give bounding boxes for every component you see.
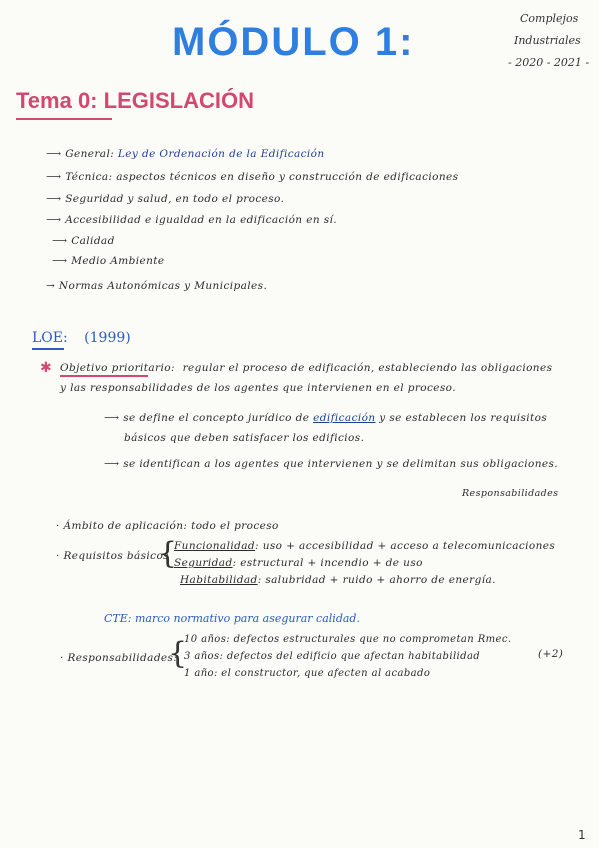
objective-underline [60, 375, 148, 377]
list-item-label: Técnica: [65, 171, 113, 183]
requisito-key: Funcionalidad [174, 540, 256, 552]
corner-line-1: Complejos [520, 12, 579, 25]
responsabilidades-note-plus2: (+2) [538, 648, 564, 660]
arrow-icon: ⟶ [46, 171, 62, 183]
requisito-value: : estructural + incendio + de uso [232, 557, 423, 569]
arrow-icon: ⟶ [52, 235, 68, 247]
sub-item-2: ⟶ se identifican a los agentes que intervienen y se delimitan sus obligaciones. [104, 458, 558, 470]
requisito-seguridad [174, 557, 423, 569]
loe-title: LOE: [32, 330, 68, 346]
sub-item-1 [104, 412, 547, 424]
sub-item-1-line-2: básicos que deben satisfacer los edificios. [124, 432, 365, 444]
tema-underline [16, 118, 112, 120]
requisito-key: Seguridad [174, 557, 233, 569]
cte-line: CTE: marco normativo para asegurar calidad. [104, 612, 360, 625]
objective-text: regular el proceso de edificación, estableciendo las obligaciones [182, 362, 553, 374]
objective-line-2: y las responsabilidades de los agentes que intervienen en el proceso. [60, 382, 456, 394]
loe-underline [32, 348, 64, 350]
requisito-key: Habitabilidad [180, 574, 258, 586]
list-item-calidad [52, 235, 115, 247]
list-item-text: Medio Ambiente [71, 255, 165, 267]
list-item-accesibilidad [46, 214, 337, 226]
list-item-text: Ley de Ordenación de la Edificación [117, 148, 325, 160]
requisito-value: : uso + accesibilidad + acceso a telecomunicaciones [255, 540, 556, 552]
responsabilidades-label: · Responsabilidades: [60, 652, 178, 664]
module-title: MÓDULO 1: [172, 20, 415, 64]
responsabilidad-1-ano: 1 año: el constructor, que afecten al acabado [184, 668, 431, 679]
responsabilidades-note: Responsabilidades [462, 488, 559, 499]
star-icon: ✱ [40, 360, 52, 376]
arrow-icon: ⟶ [46, 214, 62, 226]
loe-heading [32, 330, 131, 346]
list-item-text: Accesibilidad e igualdad en la edificación en sí. [65, 214, 338, 226]
list-item-text: aspectos técnicos en diseño y construcción de edificaciones [116, 171, 459, 183]
list-item-medio-ambiente [52, 255, 165, 267]
ambito-line: · Ámbito de aplicación: todo el proceso [56, 520, 279, 532]
list-item-general [46, 148, 325, 160]
arrow-icon: ⟶ [46, 193, 62, 205]
objective-line [60, 362, 552, 374]
brace-icon: { [158, 536, 178, 571]
list-item-label: General: [65, 148, 115, 160]
sub-item-text: ⟶ se define el concepto jurídico de [104, 412, 310, 424]
loe-year: (1999) [84, 330, 131, 346]
requisitos-label: · Requisitos básicos [56, 550, 169, 562]
list-item-text: Seguridad y salud, en todo el proceso. [65, 193, 285, 205]
list-item-seguridad [46, 193, 284, 205]
tema-heading: Tema 0: LEGISLACIÓN [16, 88, 254, 113]
edificacion-term: edificación [313, 412, 376, 424]
page-number: 1 [578, 828, 586, 842]
responsabilidad-10-anos: 10 años: defectos estructurales que no comprometan Rmec. [184, 634, 512, 645]
corner-line-2: Industriales [514, 34, 581, 47]
requisito-funcionalidad [174, 540, 555, 552]
normas-line: → Normas Autonómicas y Municipales. [46, 280, 268, 292]
brace-icon: { [168, 636, 188, 671]
requisito-habitabilidad [180, 574, 496, 586]
list-item-tecnica [46, 171, 458, 183]
responsabilidad-3-anos: 3 años: defectos del edificio que afectan habitabilidad [184, 651, 481, 662]
objective-label: Objetivo prioritario: [60, 362, 175, 374]
requisito-value: : salubridad + ruido + ahorro de energía. [257, 574, 496, 586]
arrow-icon: ⟶ [46, 148, 62, 160]
arrow-icon: ⟶ [52, 255, 68, 267]
sub-item-text: y se establecen los requisitos [379, 412, 548, 424]
list-item-text: Calidad [71, 235, 115, 247]
corner-line-3: - 2020 - 2021 - [508, 56, 590, 69]
